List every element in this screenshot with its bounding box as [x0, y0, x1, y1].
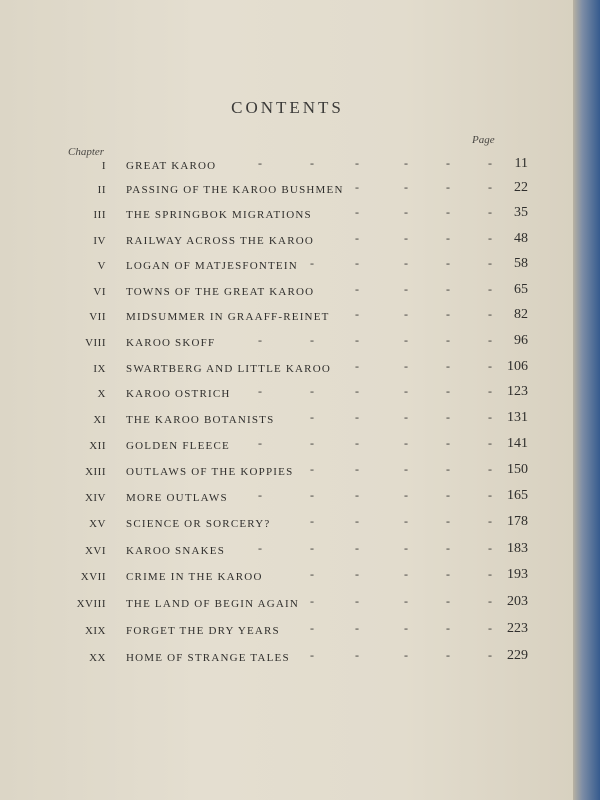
chapter-number: XIII	[85, 466, 106, 478]
chapter-title: MORE OUTLAWS	[126, 492, 228, 504]
page-number: 48	[514, 231, 528, 246]
leader-dash: -	[355, 205, 359, 219]
leader-dash: -	[404, 307, 408, 321]
chapter-title: CRIME IN THE KAROO	[126, 571, 263, 583]
page-number: 193	[507, 567, 528, 582]
leader-dash: -	[488, 333, 492, 347]
page-number: 183	[507, 541, 528, 556]
leader-dash: -	[404, 648, 408, 662]
leader-dash: -	[488, 488, 492, 502]
page-column-label: Page	[472, 134, 495, 146]
chapter-number: XIV	[84, 492, 106, 504]
leader-dash: -	[488, 594, 492, 608]
leader-dash: -	[355, 436, 359, 450]
chapter-title: OUTLAWS OF THE KOPPIES	[126, 466, 294, 478]
leader-dash: -	[310, 488, 314, 502]
toc-entry	[40, 621, 530, 645]
leader-dash: -	[355, 410, 359, 424]
toc-entry	[40, 256, 530, 280]
leader-dash: -	[258, 384, 262, 398]
toc-entry	[40, 156, 530, 180]
leader-dash: -	[446, 359, 450, 373]
toc-entry	[40, 436, 530, 460]
leader-dash: -	[310, 410, 314, 424]
leader-dash: -	[488, 462, 492, 476]
chapter-title: LOGAN OF MATJESFONTEIN	[126, 260, 298, 272]
leader-dash: -	[355, 359, 359, 373]
leader-dash: -	[488, 307, 492, 321]
leader-dash: -	[488, 282, 492, 296]
page-number: 223	[507, 621, 528, 636]
leader-dash: -	[355, 462, 359, 476]
chapter-number: V	[97, 260, 106, 272]
leader-dash: -	[355, 333, 359, 347]
leader-dash: -	[258, 333, 262, 347]
leader-dash: -	[310, 156, 314, 170]
toc-entry	[40, 541, 530, 565]
page-number: 35	[514, 205, 528, 220]
toc-entry	[40, 359, 530, 383]
leader-dash: -	[258, 541, 262, 555]
page-number: 203	[507, 594, 528, 609]
toc-entry	[40, 462, 530, 486]
toc-entry	[40, 307, 530, 331]
leader-dash: -	[404, 384, 408, 398]
chapter-number: II	[97, 184, 106, 196]
leader-dash: -	[404, 436, 408, 450]
leader-dash: -	[488, 256, 492, 270]
page-number: 123	[507, 384, 528, 399]
toc-entry	[40, 488, 530, 512]
leader-dash: -	[488, 541, 492, 555]
page-number: 106	[507, 359, 528, 374]
leader-dash: -	[488, 205, 492, 219]
leader-dash: -	[355, 621, 359, 635]
chapter-number: XVI	[84, 545, 106, 557]
leader-dash: -	[404, 541, 408, 555]
leader-dash: -	[488, 436, 492, 450]
chapter-title: THE SPRINGBOK MIGRATIONS	[126, 209, 312, 221]
leader-dash: -	[446, 541, 450, 555]
leader-dash: -	[404, 410, 408, 424]
chapter-number: XX	[89, 652, 106, 664]
leader-dash: -	[488, 156, 492, 170]
leader-dash: -	[355, 384, 359, 398]
leader-dash: -	[404, 256, 408, 270]
chapter-number: XVIII	[76, 598, 106, 610]
leader-dash: -	[404, 462, 408, 476]
leader-dash: -	[355, 648, 359, 662]
leader-dash: -	[446, 333, 450, 347]
page-number: 178	[507, 514, 528, 529]
leader-dash: -	[404, 231, 408, 245]
leader-dash: -	[355, 567, 359, 581]
leader-dash: -	[355, 488, 359, 502]
leader-dash: -	[488, 231, 492, 245]
leader-dash: -	[446, 231, 450, 245]
chapter-number: XI	[93, 414, 106, 426]
leader-dash: -	[355, 231, 359, 245]
leader-dash: -	[258, 436, 262, 450]
leader-dash: -	[404, 205, 408, 219]
chapter-number: VIII	[85, 337, 106, 349]
leader-dash: -	[404, 333, 408, 347]
toc-entry	[40, 333, 530, 357]
toc-entry	[40, 594, 530, 618]
chapter-title: KAROO SNAKES	[126, 545, 226, 557]
page-number: 22	[514, 180, 528, 195]
chapter-title: TOWNS OF THE GREAT KAROO	[126, 286, 315, 298]
leader-dash: -	[488, 514, 492, 528]
leader-dash: -	[404, 567, 408, 581]
leader-dash: -	[446, 621, 450, 635]
leader-dash: -	[404, 180, 408, 194]
toc-entry	[40, 567, 530, 591]
leader-dash: -	[488, 384, 492, 398]
page-number: 82	[514, 307, 528, 322]
chapter-number: XVII	[80, 571, 106, 583]
chapter-title: RAILWAY ACROSS THE KAROO	[126, 235, 315, 247]
chapter-title: SCIENCE OR SORCERY?	[126, 518, 271, 530]
leader-dash: -	[310, 594, 314, 608]
leader-dash: -	[488, 359, 492, 373]
leader-dash: -	[488, 410, 492, 424]
chapter-title: GREAT KAROO	[126, 160, 217, 172]
leader-dash: -	[446, 156, 450, 170]
chapter-number: XII	[89, 440, 106, 452]
leader-dash: -	[355, 282, 359, 296]
chapter-number: I	[101, 160, 106, 172]
chapter-title: HOME OF STRANGE TALES	[126, 652, 290, 664]
leader-dash: -	[446, 205, 450, 219]
leader-dash: -	[488, 648, 492, 662]
leader-dash: -	[446, 594, 450, 608]
leader-dash: -	[404, 488, 408, 502]
leader-dash: -	[446, 410, 450, 424]
chapter-title: KAROO SKOFF	[126, 337, 216, 349]
leader-dash: -	[404, 514, 408, 528]
page-number: 229	[507, 648, 528, 663]
leader-dash: -	[446, 256, 450, 270]
leader-dash: -	[446, 567, 450, 581]
leader-dash: -	[310, 256, 314, 270]
leader-dash: -	[258, 156, 262, 170]
leader-dash: -	[355, 541, 359, 555]
toc-entry	[40, 648, 530, 672]
chapter-title: MIDSUMMER IN GRAAFF-REINET	[126, 311, 330, 323]
leader-dash: -	[446, 282, 450, 296]
chapter-number: III	[93, 209, 106, 221]
leader-dash: -	[446, 488, 450, 502]
leader-dash: -	[310, 541, 314, 555]
chapter-title: THE KAROO BOTANISTS	[126, 414, 275, 426]
toc-entry	[40, 231, 530, 255]
leader-dash: -	[258, 488, 262, 502]
chapter-title: SWARTBERG AND LITTLE KAROO	[126, 363, 332, 375]
leader-dash: -	[404, 359, 408, 373]
chapter-title: FORGET THE DRY YEARS	[126, 625, 280, 637]
leader-dash: -	[310, 514, 314, 528]
chapter-title: PASSING OF THE KAROO BUSHMEN	[126, 184, 344, 196]
chapter-number: X	[97, 388, 106, 400]
leader-dash: -	[310, 333, 314, 347]
chapter-column-label: Chapter	[68, 146, 105, 158]
leader-dash: -	[446, 462, 450, 476]
leader-dash: -	[404, 621, 408, 635]
leader-dash: -	[404, 156, 408, 170]
leader-dash: -	[355, 156, 359, 170]
page-number: 141	[507, 436, 528, 451]
leader-dash: -	[488, 180, 492, 194]
leader-dash: -	[310, 462, 314, 476]
leader-dash: -	[446, 436, 450, 450]
leader-dash: -	[355, 514, 359, 528]
chapter-title: THE LAND OF BEGIN AGAIN	[126, 598, 300, 610]
leader-dash: -	[310, 567, 314, 581]
chapter-number: XV	[89, 518, 106, 530]
leader-dash: -	[310, 436, 314, 450]
leader-dash: -	[488, 621, 492, 635]
page-number: 65	[514, 282, 528, 297]
chapter-number: IV	[93, 235, 106, 247]
page-edge	[573, 0, 600, 800]
chapter-title: KAROO OSTRICH	[126, 388, 231, 400]
leader-dash: -	[355, 180, 359, 194]
page-number: 96	[514, 333, 528, 348]
toc-entry	[40, 205, 530, 229]
contents-heading: CONTENTS	[231, 98, 344, 117]
toc-entry	[40, 282, 530, 306]
toc-entry	[40, 180, 530, 204]
leader-dash: -	[446, 307, 450, 321]
chapter-number: XIX	[84, 625, 106, 637]
leader-dash: -	[446, 384, 450, 398]
leader-dash: -	[310, 384, 314, 398]
toc-entry	[40, 514, 530, 538]
chapter-number: IX	[93, 363, 106, 375]
page-number: 165	[507, 488, 528, 503]
leader-dash: -	[446, 514, 450, 528]
leader-dash: -	[355, 594, 359, 608]
leader-dash: -	[404, 594, 408, 608]
leader-dash: -	[355, 256, 359, 270]
page-number: 58	[514, 256, 528, 271]
chapter-title: GOLDEN FLEECE	[126, 440, 230, 452]
page-number: 150	[507, 462, 528, 477]
chapter-number: VI	[93, 286, 106, 298]
leader-dash: -	[404, 282, 408, 296]
chapter-number: VII	[89, 311, 106, 323]
leader-dash: -	[310, 621, 314, 635]
toc-entry	[40, 384, 530, 408]
leader-dash: -	[355, 307, 359, 321]
page-number: 11	[514, 156, 528, 171]
toc-entry	[40, 410, 530, 434]
leader-dash: -	[488, 567, 492, 581]
leader-dash: -	[446, 180, 450, 194]
page-number: 131	[507, 410, 528, 425]
leader-dash: -	[310, 648, 314, 662]
leader-dash: -	[446, 648, 450, 662]
